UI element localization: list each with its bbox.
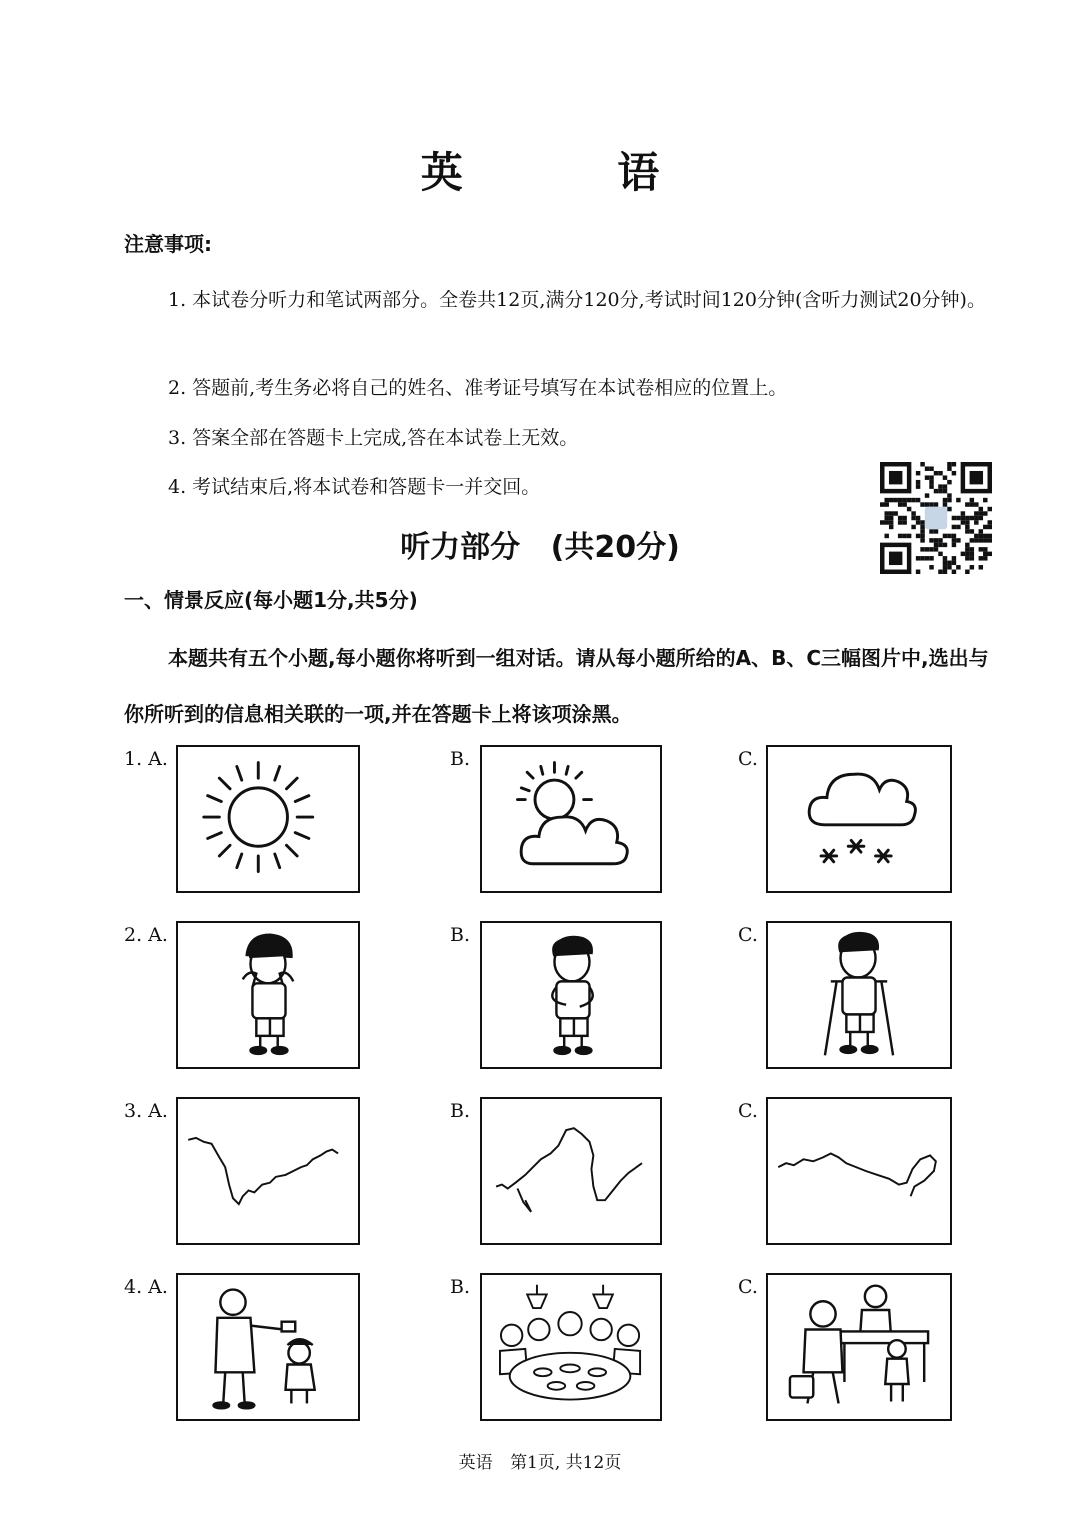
footer-subject: 英语 [458, 1453, 493, 1473]
boy-stomachache-icon [482, 923, 660, 1067]
q3-option-b-picture[interactable] [480, 1097, 662, 1245]
boy-on-crutches-icon [768, 923, 950, 1067]
q2-option-c-picture[interactable] [766, 921, 952, 1069]
q2-option-b-label: B. [450, 924, 471, 946]
q2-option-a-picture[interactable] [176, 921, 360, 1069]
q4-option-c-picture[interactable] [766, 1273, 952, 1421]
q4-option-c-label: C. [738, 1276, 758, 1298]
question-1-label: 1. A. [124, 748, 168, 770]
boy-headache-icon [178, 923, 358, 1067]
q1-option-c-picture[interactable] [766, 745, 952, 893]
question-2-label: 2. A. [124, 924, 168, 946]
q3-option-b-label: B. [450, 1100, 471, 1122]
sun-icon [178, 747, 358, 891]
snow-cloud-icon [768, 747, 950, 891]
part-one-instructions: 本题共有五个小题,每小题你将听到一组对话。请从每小题所给的A、B、C三幅图片中,选出与你所听到的信息相关联的一项,并在答题卡上将该项涂黑。 [124, 646, 989, 726]
q4-option-b-picture[interactable] [480, 1273, 662, 1421]
river-map-b-icon [482, 1099, 660, 1243]
page-footer [0, 1448, 1080, 1473]
notice-item-1: 1. 本试卷分听力和笔试两部分。全卷共12页,满分120分,考试时间120分钟(含听力测试20分钟)。 [168, 289, 986, 311]
family-reunion-dinner-icon [482, 1275, 660, 1419]
q3-option-c-label: C. [738, 1100, 758, 1122]
q1-option-b-picture[interactable] [480, 745, 662, 893]
giving-red-envelope-icon [178, 1275, 358, 1419]
notice-item-2: 2. 答题前,考生务必将自己的姓名、准考证号填写在本试卷相应的位置上。 [168, 377, 788, 399]
part-one-heading: 一、情景反应(每小题1分,共5分) [124, 588, 418, 612]
q3-option-a-picture[interactable] [176, 1097, 360, 1245]
q4-option-b-label: B. [450, 1276, 471, 1298]
sun-behind-cloud-icon [482, 747, 660, 891]
footer-page-number: 第1页, 共12页 [510, 1453, 622, 1473]
q4-option-a-picture[interactable] [176, 1273, 360, 1421]
q1-option-c-label: C. [738, 748, 758, 770]
notice-heading: 注意事项: [124, 232, 212, 256]
q3-option-c-picture[interactable] [766, 1097, 952, 1245]
shopping-at-market-icon [768, 1275, 950, 1419]
q2-option-b-picture[interactable] [480, 921, 662, 1069]
q2-option-c-label: C. [738, 924, 758, 946]
notice-item-3: 3. 答案全部在答题卡上完成,答在本试卷上无效。 [168, 427, 579, 449]
q1-option-a-picture[interactable] [176, 745, 360, 893]
listening-section-title: 听力部分 (共20分) [400, 530, 680, 565]
river-map-c-icon [768, 1099, 950, 1243]
question-4-label: 4. A. [124, 1276, 168, 1298]
river-map-a-icon [178, 1099, 358, 1243]
q1-option-b-label: B. [450, 748, 471, 770]
question-3-label: 3. A. [124, 1100, 168, 1122]
exam-title: 英 语 [420, 148, 730, 197]
notice-item-4: 4. 考试结束后,将本试卷和答题卡一并交回。 [168, 476, 541, 498]
